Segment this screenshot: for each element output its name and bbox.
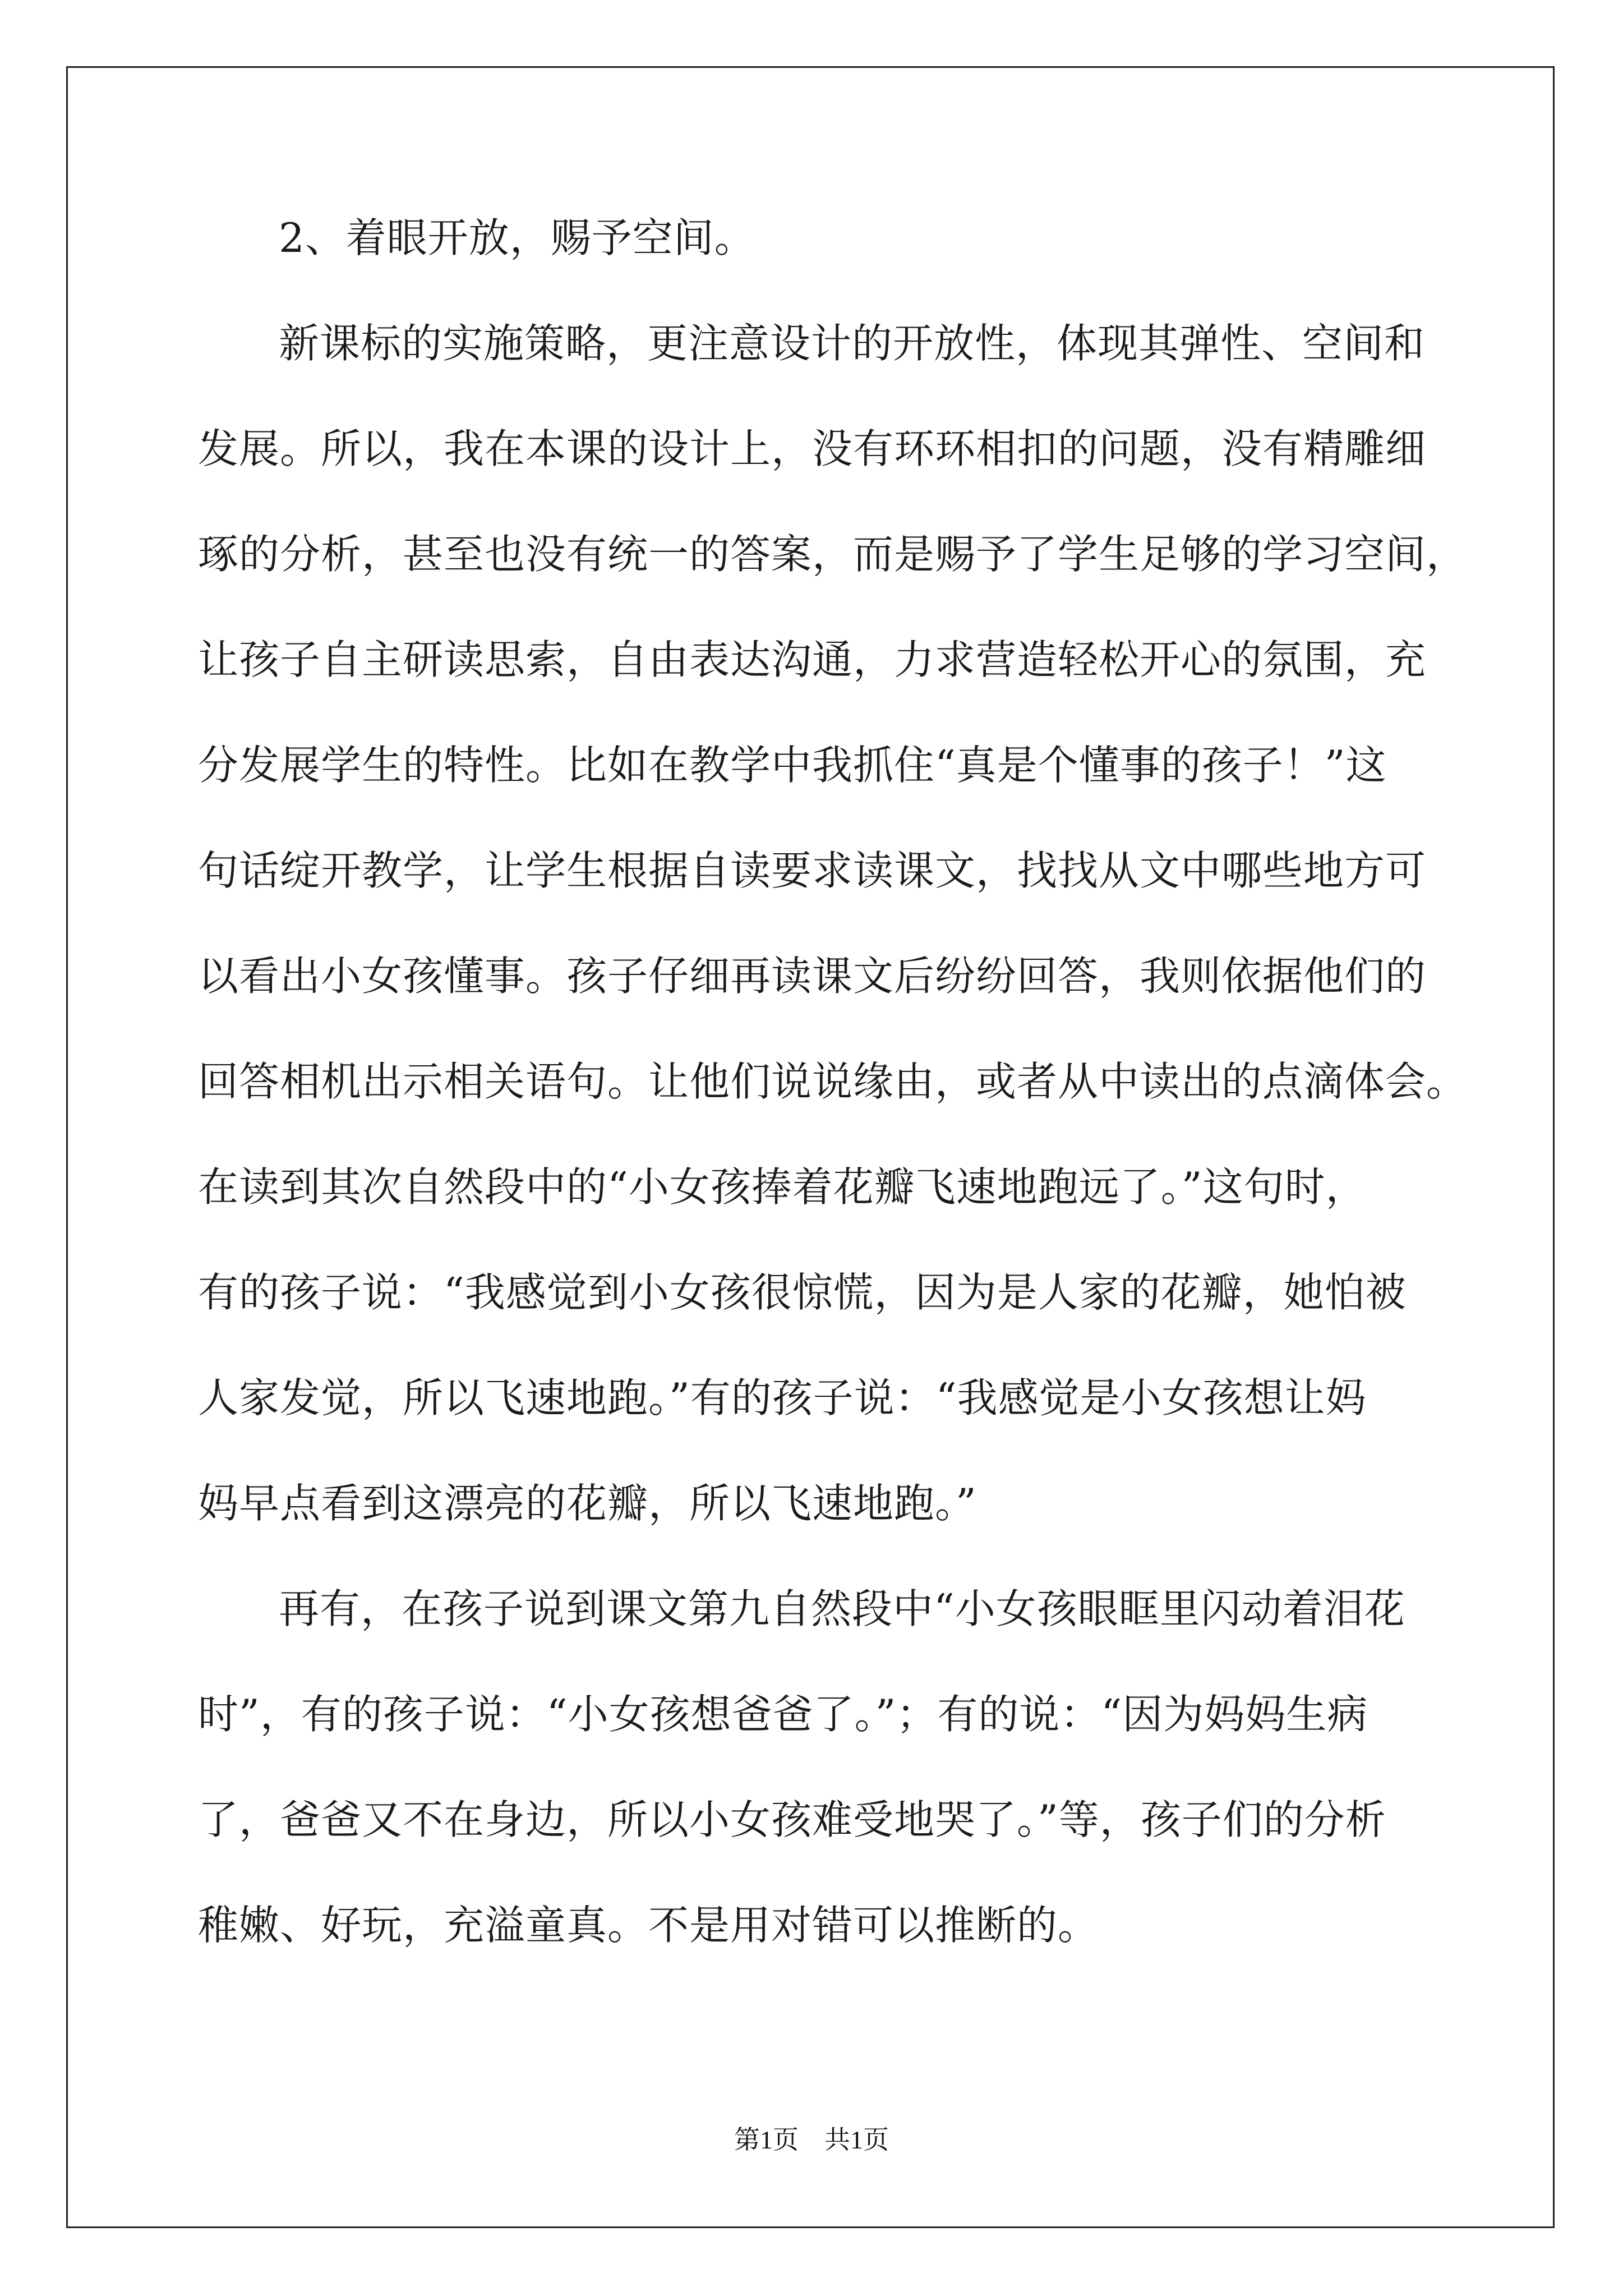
paragraph-line: 再有，在孩子说到课文第九自然段中“小女孩眼眶里闪动着泪花 bbox=[279, 1585, 1405, 1632]
paragraph-line: 在读到其次自然段中的“小女孩捧着花瓣飞速地跑远了。”这句时， bbox=[198, 1163, 1367, 1211]
paragraph-line: 有的孩子说：“我感觉到小女孩很惊慌，因为是人家的花瓣，她怕被 bbox=[198, 1269, 1407, 1316]
paragraph-line: 妈早点看到这漂亮的花瓣，所以飞速地跑。” bbox=[198, 1480, 977, 1527]
paragraph-line: 时”，有的孩子说：“小女孩想爸爸了。”；有的说：“因为妈妈生病 bbox=[198, 1691, 1368, 1738]
paragraph-line: 琢的分析，甚至也没有统一的答案，而是赐予了学生足够的学习空间， bbox=[198, 531, 1468, 578]
section-heading: 2、着眼开放，赐予空间。 bbox=[279, 214, 755, 261]
paragraph-line: 人家发觉，所以飞速地跑。”有的孩子说：“我感觉是小女孩想让妈 bbox=[198, 1374, 1367, 1421]
paragraph-line: 让孩子自主研读思索，自由表达沟通，力求营造轻松开心的氛围，充 bbox=[198, 636, 1427, 683]
paragraph-line: 稚嫩、好玩，充溢童真。不是用对错可以推断的。 bbox=[198, 1902, 1099, 1949]
paragraph-line: 了，爸爸又不在身边，所以小女孩难受地哭了。”等，孩子们的分析 bbox=[198, 1796, 1386, 1843]
paragraph-line: 回答相机出示相关语句。让他们说说缘由，或者从中读出的点滴体会。 bbox=[198, 1058, 1468, 1105]
paragraph-line: 句话绽开教学，让学生根据自读要求读课文，找找从文中哪些地方可 bbox=[198, 847, 1427, 894]
paragraph-line: 分发展学生的特性。比如在教学中我抓住“真是个懂事的孩子！”这 bbox=[198, 742, 1387, 789]
paragraph-line: 发展。所以，我在本课的设计上，没有环环相扣的问题，没有精雕细 bbox=[198, 425, 1427, 472]
paragraph-line: 以看出小女孩懂事。孩子仔细再读课文后纷纷回答，我则依据他们的 bbox=[198, 953, 1427, 1000]
page-number: 第1页 共1页 bbox=[734, 2125, 889, 2154]
paragraph-line: 新课标的实施策略，更注意设计的开放性，体现其弹性、空间和 bbox=[279, 320, 1426, 367]
document-body bbox=[198, 185, 1468, 1978]
